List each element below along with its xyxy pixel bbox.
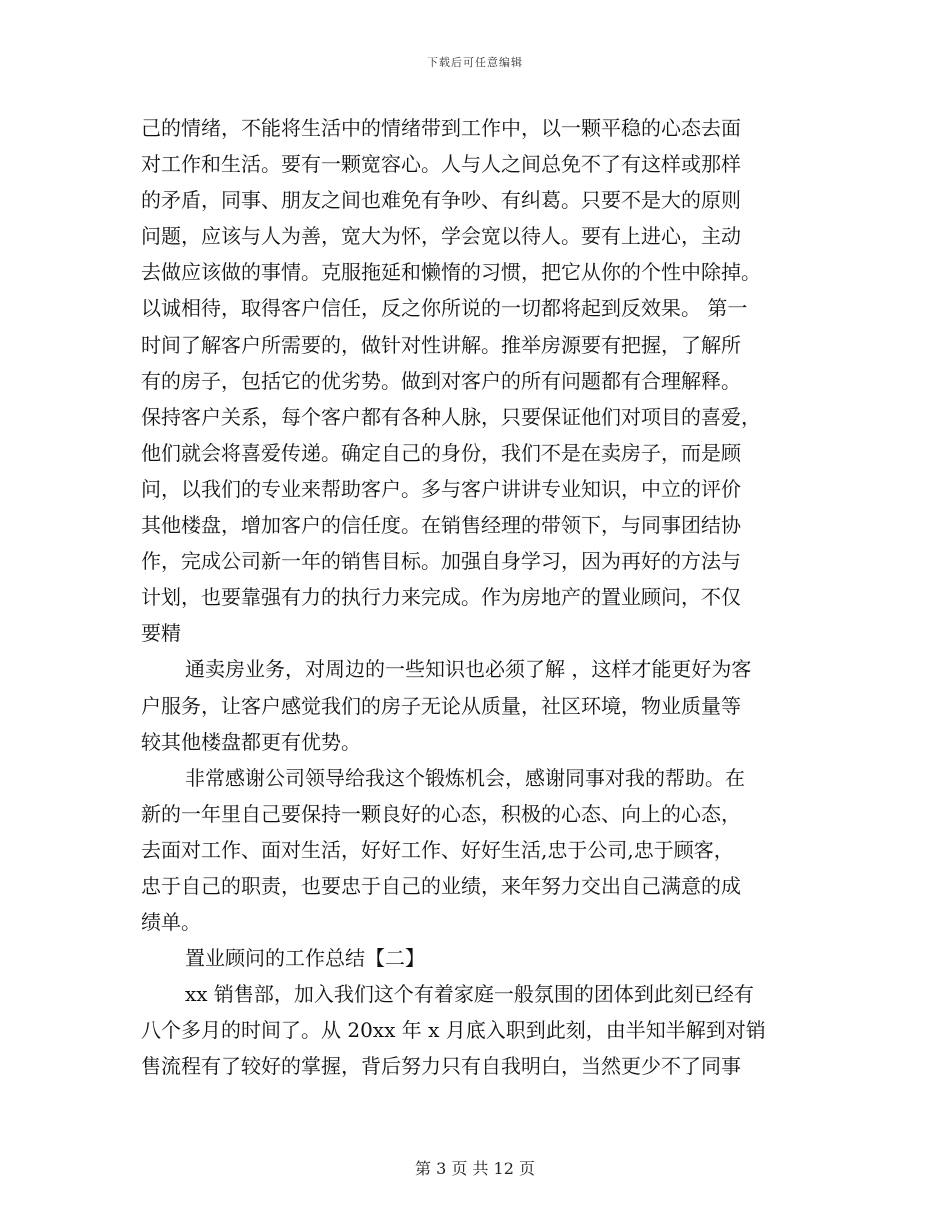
paragraph [141,651,809,759]
text-line: 计划，也要靠强有力的执行力来完成。作为房地产的置业顾问，不仅 [141,585,741,610]
text-line: 保持客户关系，每个客户都有各种人脉，只要保证他们对项目的喜爱， [141,404,761,429]
text-line: 新的一年里自己要保持一颗良好的心态，积极的心态、向上的心态， [141,801,741,826]
text-line: 去做应该做的事情。克服拖延和懒惰的习惯，把它从你的个性中除掉。 [141,260,761,285]
text-line: 户服务，让客户感觉我们的房子无论从质量，社区环境，物业质量等 [141,693,741,718]
text-line: 有的房子，包括它的优劣势。做到对客户的所有问题都有合理解释。 [141,368,741,393]
text-line: 忠于自己的职责，也要忠于自己的业绩，来年努力交出自己满意的成 [141,873,741,898]
section-heading [141,940,809,976]
text-line: 问，以我们的专业来帮助客户。多与客户讲讲专业知识，中立的评价 [141,476,741,501]
text-line: 非常感谢公司领导给我这个锻炼机会，感谢同事对我的帮助。在 [185,765,745,790]
paragraph [141,110,809,651]
text-line: 去面对工作、面对生活，好好工作、好好生活,忠于公司,忠于顾客， [141,837,734,862]
paragraph [141,976,809,1084]
document-body [141,110,809,1085]
text-line: 要精 [141,621,181,646]
text-line: 较其他楼盘都更有优势。 [141,729,361,754]
text-line: 他们就会将喜爱传递。确定自己的身份，我们不是在卖房子，而是顾 [141,440,741,465]
text-line: 其他楼盘，增加客户的信任度。在销售经理的带领下，与同事团结协 [141,513,741,538]
page-number-footer: 第 3 页 共 12 页 [415,1159,535,1178]
text-line: 八个多月的时间了。从 20xx 年 x 月底入职到此刻，由半知半解到对销 [141,1018,766,1043]
text-line: 作，完成公司新一年的销售目标。加强自身学习，因为再好的方法与 [141,549,741,574]
text-line: xx 销售部，加入我们这个有着家庭一般氛围的团体到此刻已经有 [185,982,754,1007]
page-header: 下载后可任意编辑 [427,56,523,69]
text-line: 问题，应该与人为善，宽大为怀，学会宽以待人。要有上进心，主动 [141,224,741,249]
paragraph [141,760,809,940]
text-line: 绩单。 [141,910,201,935]
text-line: 售流程有了较好的掌握，背后努力只有自我明白，当然更少不了同事 [141,1054,741,1079]
text-line: 对工作和生活。要有一颗宽容心。人与人之间总免不了有这样或那样 [141,152,741,177]
text-line: 的矛盾，同事、朋友之间也难免有争吵、有纠葛。只要不是大的原则 [141,188,741,213]
text-line: 通卖房业务，对周边的一些知识也必须了解 ，这样才能更好为客 [185,657,752,682]
text-line: 以诚相待，取得客户信任，反之你所说的一切都将起到反效果。 第一 [141,296,748,321]
text-line: 时间了解客户所需要的，做针对性讲解。推举房源要有把握，了解所 [141,332,741,357]
text-line: 己的情绪，不能将生活中的情绪带到工作中，以一颗平稳的心态去面 [141,116,741,140]
heading-text: 置业顾问的工作总结【二】 [185,946,425,971]
